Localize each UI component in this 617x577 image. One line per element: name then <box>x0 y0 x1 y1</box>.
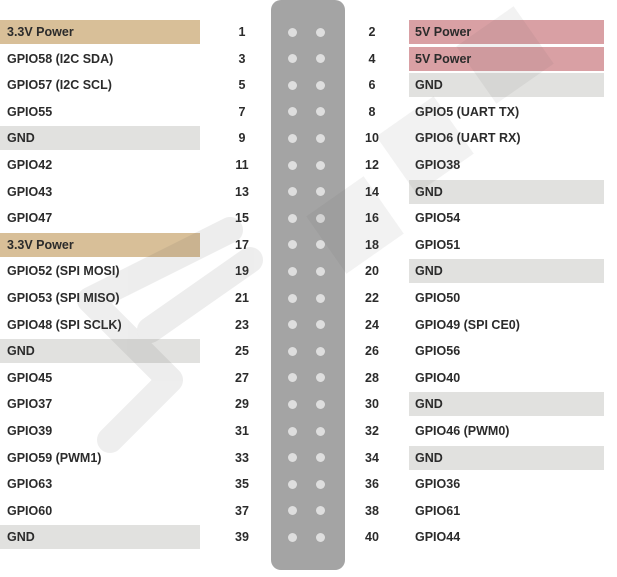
pin-number-1: 1 <box>238 25 246 39</box>
left-label-pin-11: GPIO42 <box>7 158 53 172</box>
right-label-pin-22: GPIO50 <box>415 291 461 305</box>
pin-dot-15 <box>288 214 297 223</box>
right-label-pin-28: GPIO40 <box>415 370 461 385</box>
right-label-pin-38: GPIO61 <box>415 503 461 518</box>
pin-number-37: 37 <box>235 503 249 518</box>
pin-number-34: 34 <box>365 450 379 465</box>
pin-dot-25 <box>288 347 297 356</box>
pin-number-10: 10 <box>365 131 379 146</box>
pin-number-26: 26 <box>365 344 379 359</box>
left-label-pin-9: GND <box>0 126 200 150</box>
pin-dot-2 <box>316 28 325 37</box>
right-label-pin-10: GPIO6 (UART RX) <box>415 131 521 146</box>
left-label-pin-19: GPIO52 (SPI MOSI) <box>7 264 120 279</box>
pin-dot-19 <box>288 267 297 276</box>
pin-dot-11 <box>288 161 297 170</box>
pin-number-8: 8 <box>368 104 376 119</box>
left-label-pin-13: GPIO43 <box>7 184 53 199</box>
pin-dot-27 <box>288 373 297 382</box>
right-label-pin-12: GPIO38 <box>415 158 461 172</box>
left-label-pin-27: GPIO45 <box>7 370 53 385</box>
right-label-pin-40: GPIO44 <box>415 530 461 545</box>
pin-dot-31 <box>288 427 297 436</box>
right-label-pin-26: GPIO56 <box>415 344 461 359</box>
pin-number-40: 40 <box>365 530 379 545</box>
pin-dot-23 <box>288 320 297 329</box>
pin-dot-40 <box>316 533 325 542</box>
pin-number-12: 12 <box>365 158 379 172</box>
pin-number-4: 4 <box>368 51 376 66</box>
left-label-pin-33: GPIO59 (PWM1) <box>7 450 102 465</box>
pin-number-6: 6 <box>368 78 376 93</box>
right-label-pin-2: 5V Power <box>409 20 604 44</box>
pin-number-11: 11 <box>235 158 249 172</box>
pin-number-32: 32 <box>365 424 379 438</box>
pin-dot-35 <box>288 480 297 489</box>
left-label-pin-25: GND <box>0 339 200 363</box>
pin-number-29: 29 <box>235 397 249 412</box>
pin-header <box>271 0 345 570</box>
pin-number-36: 36 <box>365 477 379 492</box>
pin-number-25: 25 <box>235 344 249 359</box>
pin-dot-6 <box>316 81 325 90</box>
pin-dot-26 <box>316 347 325 356</box>
right-label-pin-30: GND <box>409 392 604 416</box>
pin-dot-16 <box>316 214 325 223</box>
right-label-pin-8: GPIO5 (UART TX) <box>415 104 520 119</box>
pin-dot-21 <box>288 294 297 303</box>
pin-number-22: 22 <box>365 291 379 305</box>
pin-dot-9 <box>288 134 297 143</box>
right-label-pin-24: GPIO49 (SPI CE0) <box>415 317 520 332</box>
left-label-pin-21: GPIO53 (SPI MISO) <box>7 291 120 305</box>
pin-dot-12 <box>316 161 325 170</box>
pin-number-13: 13 <box>235 184 249 199</box>
pin-number-24: 24 <box>365 317 379 332</box>
pin-dot-24 <box>316 320 325 329</box>
pin-number-23: 23 <box>235 317 249 332</box>
left-label-pin-7: GPIO55 <box>7 104 53 119</box>
pin-dot-38 <box>316 506 325 515</box>
pin-dot-17 <box>288 240 297 249</box>
pin-dot-34 <box>316 453 325 462</box>
pin-number-15: 15 <box>235 211 249 226</box>
pin-number-7: 7 <box>238 104 246 119</box>
pin-number-39: 39 <box>235 530 249 545</box>
right-label-pin-34: GND <box>409 446 604 470</box>
pin-dot-14 <box>316 187 325 196</box>
pin-number-19: 19 <box>235 264 249 279</box>
pin-dot-29 <box>288 400 297 409</box>
right-label-pin-36: GPIO36 <box>415 477 461 492</box>
right-label-pin-14: GND <box>409 180 604 204</box>
pin-number-33: 33 <box>235 450 249 465</box>
left-label-pin-5: GPIO57 (I2C SCL) <box>7 78 112 93</box>
left-label-pin-29: GPIO37 <box>7 397 53 412</box>
left-label-pin-17: 3.3V Power <box>0 233 200 257</box>
pin-dot-22 <box>316 294 325 303</box>
right-label-pin-18: GPIO51 <box>415 237 461 252</box>
right-label-pin-6: GND <box>409 73 604 97</box>
pin-dot-30 <box>316 400 325 409</box>
pin-dot-36 <box>316 480 325 489</box>
pin-number-20: 20 <box>365 264 379 279</box>
pin-number-16: 16 <box>365 211 379 226</box>
pin-number-5: 5 <box>238 78 246 93</box>
pin-dot-8 <box>316 107 325 116</box>
pin-number-30: 30 <box>365 397 379 412</box>
pin-number-21: 21 <box>235 291 249 305</box>
pin-number-2: 2 <box>368 25 376 39</box>
right-label-pin-16: GPIO54 <box>415 211 461 226</box>
right-label-pin-32: GPIO46 (PWM0) <box>415 424 510 438</box>
left-label-pin-37: GPIO60 <box>7 503 53 518</box>
pin-number-35: 35 <box>235 477 249 492</box>
left-label-pin-15: GPIO47 <box>7 211 53 226</box>
pin-number-28: 28 <box>365 370 379 385</box>
pin-dot-33 <box>288 453 297 462</box>
right-label-pin-20: GND <box>409 259 604 283</box>
pin-dot-10 <box>316 134 325 143</box>
right-label-pin-4: 5V Power <box>409 47 604 71</box>
left-label-pin-39: GND <box>0 525 200 549</box>
pin-dot-1 <box>288 28 297 37</box>
pin-number-27: 27 <box>235 370 249 385</box>
pin-dot-4 <box>316 54 325 63</box>
pin-dot-39 <box>288 533 297 542</box>
pin-number-31: 31 <box>235 424 249 438</box>
pin-number-3: 3 <box>238 51 246 66</box>
pin-number-9: 9 <box>238 131 246 146</box>
pin-number-14: 14 <box>365 184 379 199</box>
pin-dot-7 <box>288 107 297 116</box>
pin-dot-3 <box>288 54 297 63</box>
pin-number-38: 38 <box>365 503 379 518</box>
pin-number-18: 18 <box>365 237 379 252</box>
pin-dot-5 <box>288 81 297 90</box>
pin-dot-37 <box>288 506 297 515</box>
left-label-pin-3: GPIO58 (I2C SDA) <box>7 51 114 66</box>
pin-dot-32 <box>316 427 325 436</box>
left-label-pin-1: 3.3V Power <box>0 20 200 44</box>
pin-dot-20 <box>316 267 325 276</box>
pin-number-17: 17 <box>235 237 249 252</box>
pin-dot-13 <box>288 187 297 196</box>
left-label-pin-23: GPIO48 (SPI SCLK) <box>7 317 122 332</box>
pin-dot-28 <box>316 373 325 382</box>
left-label-pin-31: GPIO39 <box>7 424 53 438</box>
left-label-pin-35: GPIO63 <box>7 477 53 492</box>
pin-dot-18 <box>316 240 325 249</box>
